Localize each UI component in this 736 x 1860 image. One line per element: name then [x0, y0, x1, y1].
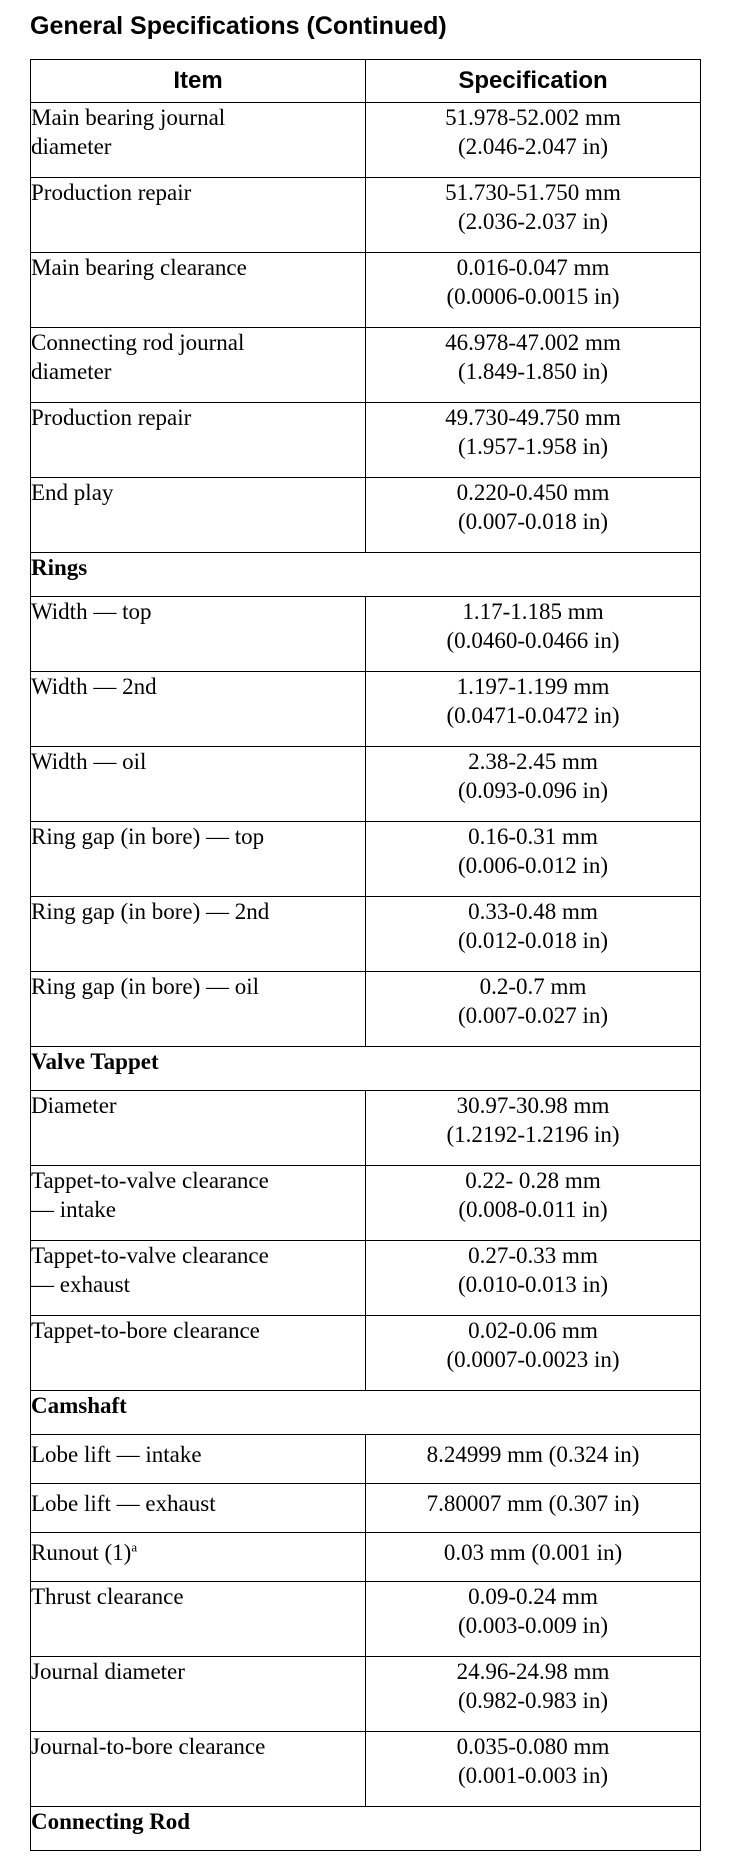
- spec-cell: 8.24999 mm (0.324 in): [366, 1435, 701, 1484]
- item-cell: Main bearing journal diameter: [31, 103, 366, 178]
- spec-cell: 0.03 mm (0.001 in): [366, 1533, 701, 1582]
- spec-cell: 1.197-1.199 mm (0.0471-0.0472 in): [366, 672, 701, 747]
- section-heading: Valve Tappet: [31, 1047, 701, 1091]
- table-row: [31, 1091, 701, 1166]
- item-cell: Ring gap (in bore) — oil: [31, 972, 366, 1047]
- table-row: [31, 897, 701, 972]
- table-row: [31, 597, 701, 672]
- item-cell: Diameter: [31, 1091, 366, 1166]
- item-cell: Production repair: [31, 403, 366, 478]
- section-heading: Camshaft: [31, 1391, 701, 1435]
- item-cell: Runout $(1)^a$: [31, 1533, 366, 1582]
- section-row-rings: [31, 553, 701, 597]
- page-title: General Specifications (Continued): [30, 12, 447, 40]
- spec-cell: 7.80007 mm (0.307 in): [366, 1484, 701, 1533]
- table-row: [31, 1435, 701, 1484]
- spec-cell: 24.96-24.98 mm (0.982-0.983 in): [366, 1657, 701, 1732]
- table-row: [31, 403, 701, 478]
- item-cell: Ring gap (in bore) — top: [31, 822, 366, 897]
- item-cell: Connecting rod journal diameter: [31, 328, 366, 403]
- table-header-row: [31, 60, 701, 103]
- spec-cell: 1.17-1.185 mm (0.0460-0.0466 in): [366, 597, 701, 672]
- item-cell: Journal-to-bore clearance: [31, 1732, 366, 1807]
- table-row: [31, 1241, 701, 1316]
- spec-cell: 0.2-0.7 mm (0.007-0.027 in): [366, 972, 701, 1047]
- table-row: [31, 1533, 701, 1582]
- spec-cell: 0.22- 0.28 mm (0.008-0.011 in): [366, 1166, 701, 1241]
- spec-cell: 46.978-47.002 mm (1.849-1.850 in): [366, 328, 701, 403]
- item-cell: Width — oil: [31, 747, 366, 822]
- table-row: [31, 1657, 701, 1732]
- section-row-valve-tappet: [31, 1047, 701, 1091]
- table-row: [31, 253, 701, 328]
- general-specifications-table: [30, 59, 701, 1851]
- footnote-marker: a: [131, 1539, 138, 1555]
- item-cell: Ring gap (in bore) — 2nd: [31, 897, 366, 972]
- spec-cell: 51.978-52.002 mm (2.046-2.047 in): [366, 103, 701, 178]
- item-cell: Tappet-to-valve clearance — intake: [31, 1166, 366, 1241]
- item-cell: Width — 2nd: [31, 672, 366, 747]
- item-cell: Journal diameter: [31, 1657, 366, 1732]
- table-row: [31, 822, 701, 897]
- item-cell: Width — top: [31, 597, 366, 672]
- spec-cell: 0.33-0.48 mm (0.012-0.018 in): [366, 897, 701, 972]
- spec-cell: 0.16-0.31 mm (0.006-0.012 in): [366, 822, 701, 897]
- table-row: [31, 747, 701, 822]
- spec-cell: 0.220-0.450 mm (0.007-0.018 in): [366, 478, 701, 553]
- spec-cell: 0.02-0.06 mm (0.0007-0.0023 in): [366, 1316, 701, 1391]
- item-cell: Tappet-to-bore clearance: [31, 1316, 366, 1391]
- item-column-header: Item: [31, 60, 366, 103]
- specification-column-header: Specification: [366, 60, 701, 103]
- table-row: [31, 1316, 701, 1391]
- table-row: [31, 1484, 701, 1533]
- section-row-connecting-rod: [31, 1807, 701, 1851]
- item-cell: Lobe lift — exhaust: [31, 1484, 366, 1533]
- spec-cell: 51.730-51.750 mm (2.036-2.037 in): [366, 178, 701, 253]
- table-row: [31, 672, 701, 747]
- spec-cell: 49.730-49.750 mm (1.957-1.958 in): [366, 403, 701, 478]
- item-cell: Thrust clearance: [31, 1582, 366, 1657]
- spec-cell: 0.035-0.080 mm (0.001-0.003 in): [366, 1732, 701, 1807]
- spec-cell: 0.016-0.047 mm (0.0006-0.0015 in): [366, 253, 701, 328]
- section-heading: Rings: [31, 553, 701, 597]
- item-cell: Tappet-to-valve clearance — exhaust: [31, 1241, 366, 1316]
- table-row: [31, 478, 701, 553]
- table-row: [31, 972, 701, 1047]
- section-heading: Connecting Rod: [31, 1807, 701, 1851]
- table-row: [31, 178, 701, 253]
- spec-cell: 0.09-0.24 mm (0.003-0.009 in): [366, 1582, 701, 1657]
- table-row: [31, 1582, 701, 1657]
- section-row-camshaft: [31, 1391, 701, 1435]
- spec-cell: 30.97-30.98 mm (1.2192-1.2196 in): [366, 1091, 701, 1166]
- spec-cell: 2.38-2.45 mm (0.093-0.096 in): [366, 747, 701, 822]
- table-row: [31, 328, 701, 403]
- item-cell: Main bearing clearance: [31, 253, 366, 328]
- item-cell: End play: [31, 478, 366, 553]
- table-row: [31, 103, 701, 178]
- spec-cell: 0.27-0.33 mm (0.010-0.013 in): [366, 1241, 701, 1316]
- item-cell: Production repair: [31, 178, 366, 253]
- table-row: [31, 1166, 701, 1241]
- table-row: [31, 1732, 701, 1807]
- item-cell: Lobe lift — intake: [31, 1435, 366, 1484]
